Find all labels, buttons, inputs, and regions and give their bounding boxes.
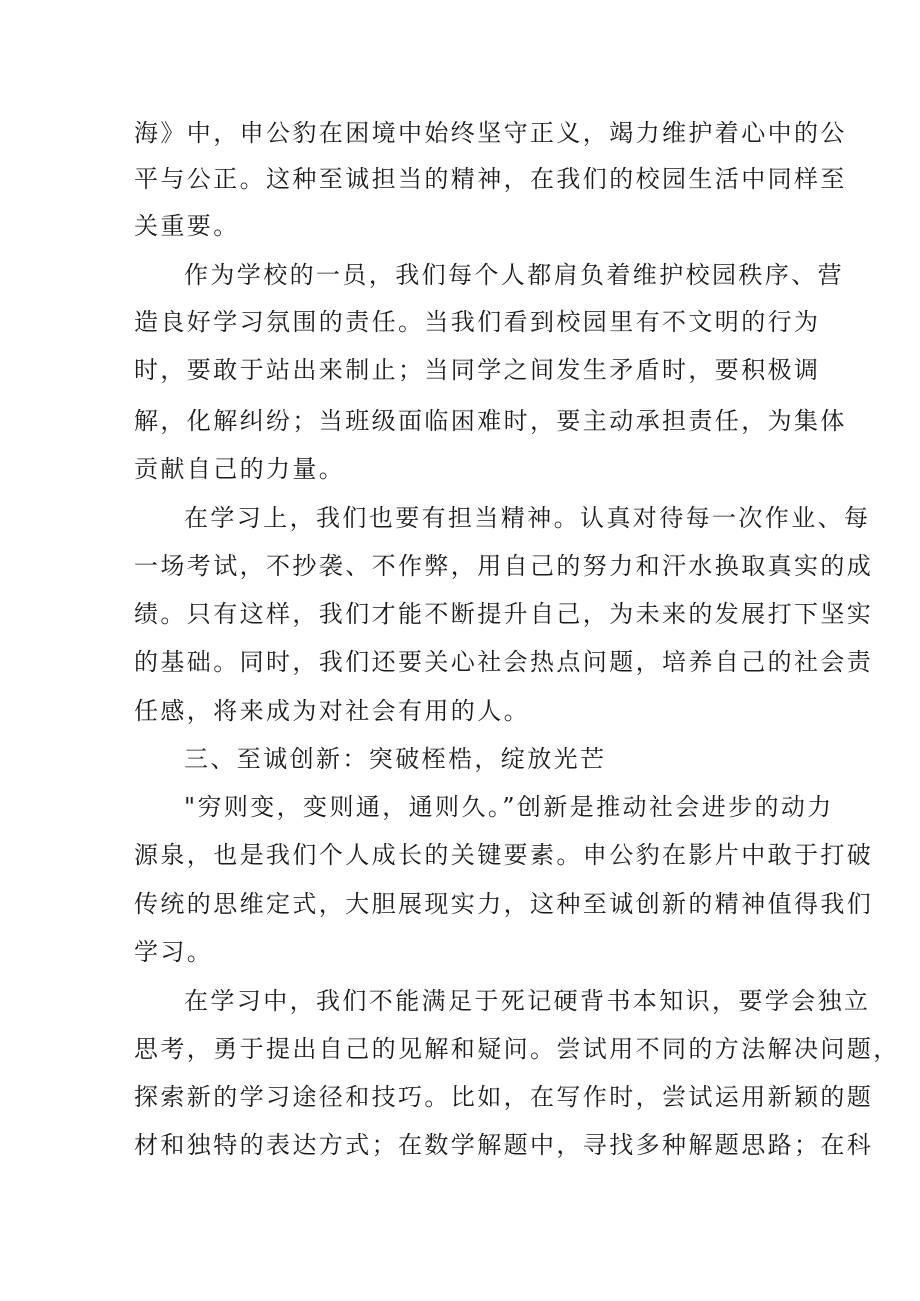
text-line: 源泉，也是我们个人成长的关键要素。申公豹在影片中敢于打破	[134, 841, 874, 869]
text-line: 材和独特的表达方式；在数学解题中，寻找多种解题思路；在科	[134, 1131, 874, 1159]
text-line: 的基础。同时，我们还要关心社会热点问题，培养自己的社会责	[134, 648, 874, 676]
text-line: 绩。只有这样，我们才能不断提升自己，为未来的发展打下坚实	[134, 600, 874, 628]
text-line: 探索新的学习途径和技巧。比如，在写作时，尝试运用新颖的题	[134, 1083, 874, 1111]
text-line: 造良好学习氛围的责任。当我们看到校园里有不文明的行为	[134, 308, 821, 336]
text-line: 关重要。	[134, 212, 240, 240]
text-line: 任感，将来成为对社会有用的人。	[134, 697, 530, 725]
text-line: 作为学校的一员，我们每个人都肩负着维护校园秩序、营	[184, 261, 844, 289]
text-line: 一场考试，不抄袭、不作弊，用自己的努力和汗水换取真实的成	[134, 552, 874, 580]
text-line: 平与公正。这种至诚担当的精神，在我们的校园生活中同样至	[134, 165, 847, 193]
text-line: 贡献自己的力量。	[134, 455, 346, 483]
text-line: 在学习中，我们不能满足于死记硬背书本知识，要学会独立	[184, 987, 871, 1015]
text-line: 思考，勇于提出自己的见解和疑问。尝试用不同的方法解决问题，	[134, 1035, 900, 1063]
section-heading: 三、至诚创新：突破桎梏，绽放光芒	[184, 745, 607, 773]
text-line: 在学习上，我们也要有担当精神。认真对待每一次作业、每	[184, 504, 871, 532]
text-line: 时，要敢于站出来制止；当同学之间发生矛盾时，要积极调	[134, 356, 821, 384]
text-line: 学习。	[134, 938, 214, 966]
text-line: 解，化解纠纷；当班级面临困难时，要主动承担责任，为集体	[134, 407, 847, 435]
text-line: 海》中，申公豹在困境中始终坚守正义，竭力维护着心中的公	[134, 119, 847, 147]
text-line: "穷则变，变则通，通则久。”创新是推动社会进步的动力	[184, 793, 834, 821]
text-line: 传统的思维定式，大胆展现实力，这种至诚创新的精神值得我们	[134, 890, 874, 918]
